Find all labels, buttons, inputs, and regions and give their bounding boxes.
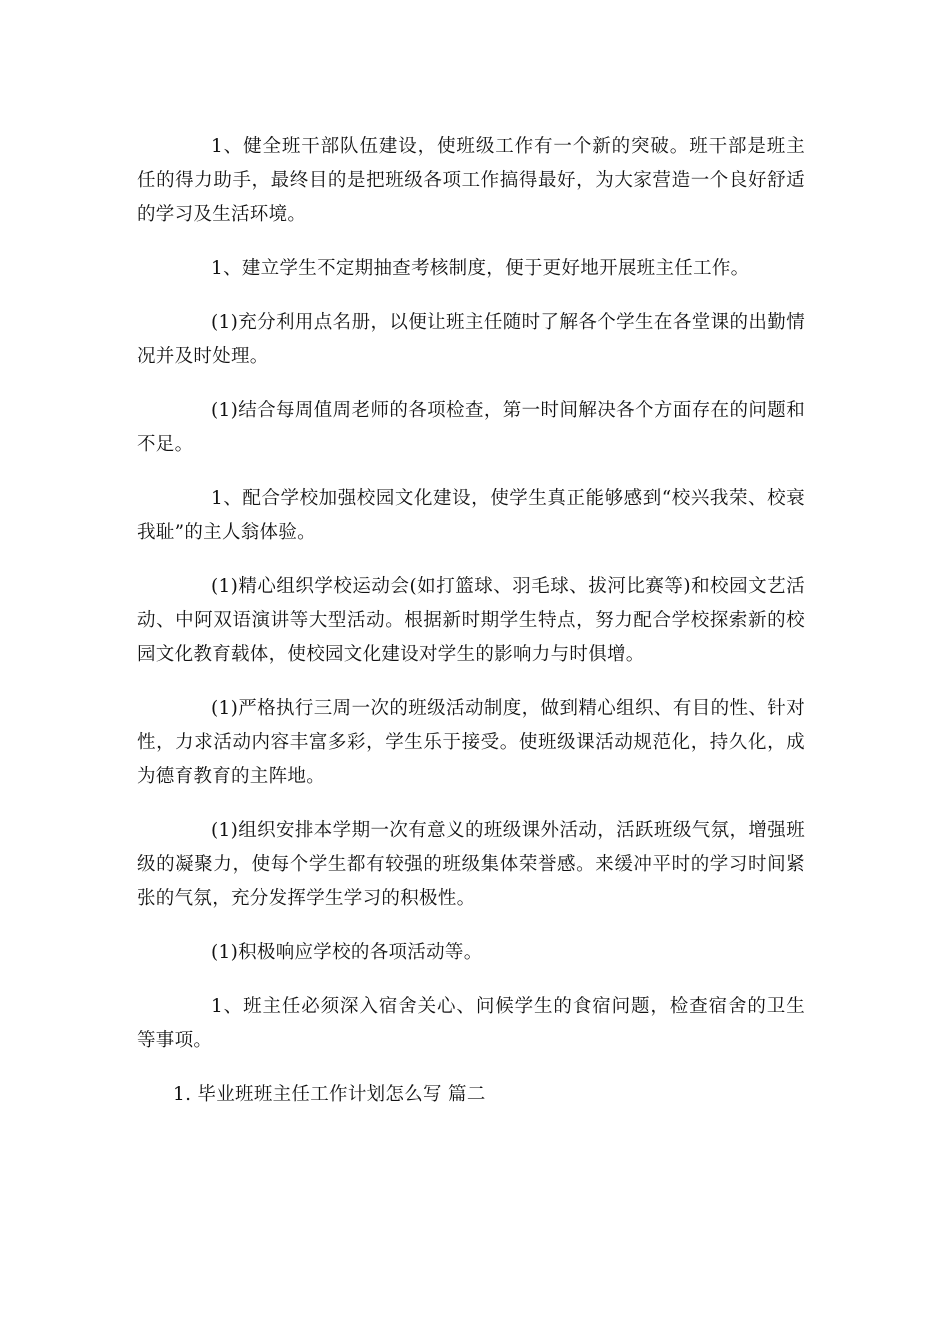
paragraph-8: (1)组织安排本学期一次有意义的班级课外活动，活跃班级气氛，增强班级的凝聚力，使每个学生都有较强的班级集体荣誉感。来缓冲平时的学习时间紧张的气氛，充分发挥学生学习的积极性。 xyxy=(137,820,805,909)
paragraph-5: 1、配合学校加强校园文化建设，使学生真正能够感到“校兴我荣、校衰我耻”的主人翁体验。 xyxy=(137,488,805,543)
paragraph-3: (1)充分利用点名册，以便让班主任随时了解各个学生在各堂课的出勤情况并及时处理。 xyxy=(137,312,805,367)
section-heading: 1. 毕业班班主任工作计划怎么写 篇二 xyxy=(173,1084,486,1105)
paragraph-6: (1)精心组织学校运动会(如打篮球、羽毛球、拔河比赛等)和校园文艺活动、中阿双语演讲等大型活动。根据新时期学生特点，努力配合学校探索新的校园文化教育载体，使校园文化建设对学生的影响力与时俱增。 xyxy=(137,576,805,665)
paragraph-2: 1、建立学生不定期抽查考核制度，便于更好地开展班主任工作。 xyxy=(211,258,750,279)
paragraph-4: (1)结合每周值周老师的各项检查，第一时间解决各个方面存在的问题和不足。 xyxy=(137,400,805,455)
document-body xyxy=(137,130,805,1112)
paragraph-9: (1)积极响应学校的各项活动等。 xyxy=(211,942,483,963)
paragraph-10: 1、班主任必须深入宿舍关心、问候学生的食宿问题，检查宿舍的卫生等事项。 xyxy=(137,996,805,1051)
paragraph-1: 1、健全班干部队伍建设，使班级工作有一个新的突破。班干部是班主任的得力助手，最终目的是把班级各项工作搞得最好，为大家营造一个良好舒适的学习及生活环境。 xyxy=(137,136,805,225)
paragraph-7: (1)严格执行三周一次的班级活动制度，做到精心组织、有目的性、针对性，力求活动内容丰富多彩，学生乐于接受。使班级课活动规范化，持久化，成为德育教育的主阵地。 xyxy=(137,698,805,787)
